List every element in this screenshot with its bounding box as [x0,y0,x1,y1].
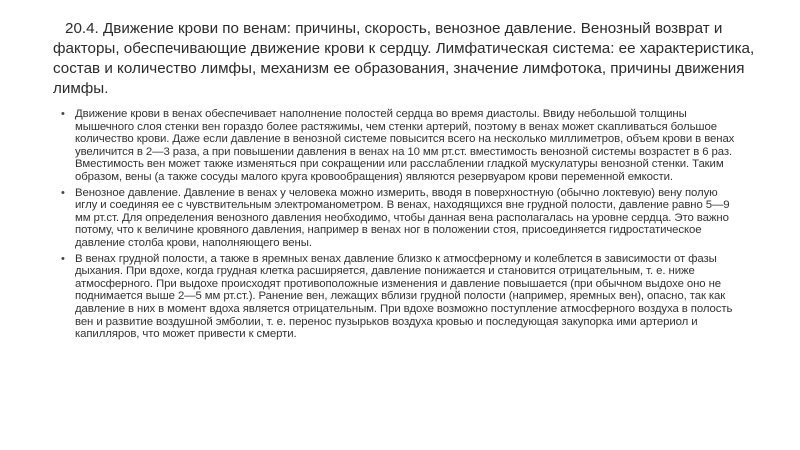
paragraph-venous-pressure: Венозное давление. Давление в венах у человека можно измерить, вводя в поверхностную (обычно локтевую) вену полую иглу и соединяя ее с чувствительным электроманометром. В венах, находящихся вне грудной полости, давление равно 5—9 мм рт.ст. Для определения венозного давления необходимо, чтобы данная вена располагалась на уровне сердца. Это важно потому, что к величине кровяного давления, например в венах ног в положении стоя, присоединяется гидростатическое давление столба крови, наполняющего вены. [75,186,730,249]
list-item [60,187,740,250]
list-item [60,253,740,341]
bullet-icon: • [61,108,65,120]
body-list [60,108,740,344]
bullet-icon: • [61,186,65,199]
list-item [60,108,740,184]
slide-title: 20.4. Движение крови по венам: причины, скорость, венозное давление. Венозный возврат и факторы, обеспечивающие движение крови к сердцу. Лимфатическая система: ее характеристика, состав и количество лимфы, механизм ее образования, значение лимфотока, причины движения лимфы. [53,20,755,97]
bullet-icon: • [61,252,65,265]
paragraph-thoracic-veins: В венах грудной полости, а также в яремных венах давление близко к атмосферному и колеблется в зависимости от фазы дыхания. При вдохе, когда грудная клетка расширяется, давление понижается и становится отрицательным, т. е. ниже атмосферного. При выдохе происходят противоположные изменения и давление повышается (при обычном выдохе оно не поднимается выше 2—5 мм рт.ст.). Ранение вен, лежащих вблизи грудной полости (например, яремных вен), опасно, так как давление в них в момент вдоха является отрицательным. При вдохе возможно поступление атмосферного воздуха в полость вен и развитие воздушной эмболии, т. е. перенос пузырьков воздуха кровью и последующая закупорка ими артериол и капилляров, что может привести к смерти. [75,252,733,341]
paragraph-venous-flow: Движение крови в венах обеспечивает наполнение полостей сердца во время диастолы. Ввиду небольшой толщины мышечного слоя стенки вен гораздо более растяжимы, чем стенки артерий, поэтому в венах может скапливаться большое количество крови. Даже если давление в венозной системе повысится всего на несколько миллиметров, объем крови в венах увеличится в 2—3 раза, а при повышении давления в венах на 10 мм рт.ст. вместимость венозной системы возрастет в 6 раз. Вместимость вен может также изменяться при сокращении или расслаблении гладкой мускулатуры венозной стенки. Таким образом, вены (а также сосуды малого круга кровообращения) являются резервуаром крови переменной емкости. [75,108,735,183]
